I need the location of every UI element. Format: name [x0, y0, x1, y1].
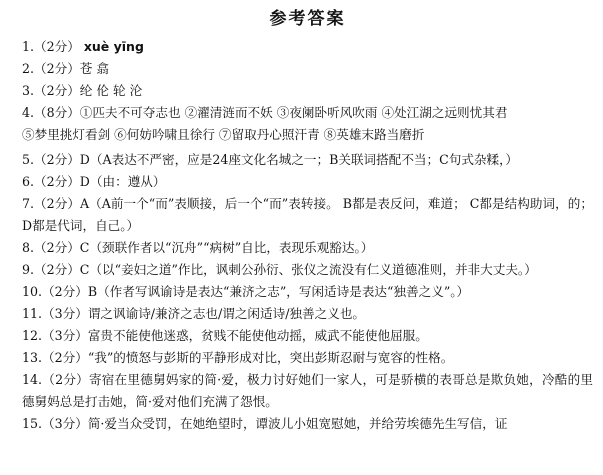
answer-item-8: 8.（2分）C（颈联作者以“沉舟”“病树”自比，表现乐观豁达。）	[22, 240, 374, 255]
answer-item-12: 12.（3分）富贵不能使他迷惑，贫贱不能使他动摇，威武不能使他屈服。	[22, 328, 428, 343]
answer-item-3: 3.（2分）纶 伦 轮 沦	[22, 83, 143, 98]
answer-item-14: 14.（2分）寄宿在里德舅妈家的简·爱，极力讨好她们一家人，可是骄横的表哥总是欺负她，冷酷的里德舅妈总是打击她，简·爱对他们充满了怨恨。	[22, 372, 593, 409]
answer-item-6: 6.（2分）D（由：遵从）	[22, 174, 166, 189]
answer-item-7: 7.（2分）A（A前一个“而”表顺接，后一个“而”表转接。 B都是表反问，难道； C都是结构助词，的； D都是代词，自己。）	[22, 196, 593, 233]
answer-4-line-2: ⑤梦里挑灯看剑 ⑥何妨吟啸且徐行 ⑦留取丹心照汗青 ⑧英雄末路当磨折	[22, 127, 425, 142]
answer-item-1	[22, 36, 593, 58]
answer-item-13: 13.（2分）“我”的愤怒与彭斯的平静形成对比，突出彭斯忍耐与宽容的性格。	[22, 350, 454, 365]
answer-item-10: 10.（2分）B（作者写讽谕诗是表达“兼济之志”，写闲适诗是表达“独善之义”。）	[22, 284, 470, 299]
answer-1-prefix: 1.（2分）	[22, 39, 80, 54]
answer-item-15: 15.（3分）简·爱当众受罚，在她绝望时，谭波儿小姐宽慰她，并给劳埃德先生写信，证	[22, 416, 508, 431]
answer-item-9: 9.（2分）C（以“妾妇之道”作比，讽刺公孙衍、张仪之流没有仁义道德准则，并非大丈夫。）	[22, 262, 537, 277]
answer-item-11: 11.（3分）谓之讽谕诗/兼济之志也/谓之闲适诗/独善之义也。	[22, 306, 366, 321]
answer-item-5: 5.（2分）D（A表达不严密，应是24座文化名城之一；B关联词搭配不当；C句式杂糅，）	[22, 152, 519, 167]
answer-item-2: 2.（2分）苍 翕	[22, 61, 110, 76]
answer-item-4	[22, 102, 593, 146]
answer-list	[22, 36, 593, 435]
answer-1-pinyin: xuè yīng	[83, 39, 144, 54]
answer-4-line-1: 4.（8分）①匹夫不可夺志也 ②濯清涟而不妖 ③夜阑卧听风吹雨 ④处江湖之远则忧其君	[22, 105, 508, 120]
page-title: 参考答案	[269, 9, 346, 29]
